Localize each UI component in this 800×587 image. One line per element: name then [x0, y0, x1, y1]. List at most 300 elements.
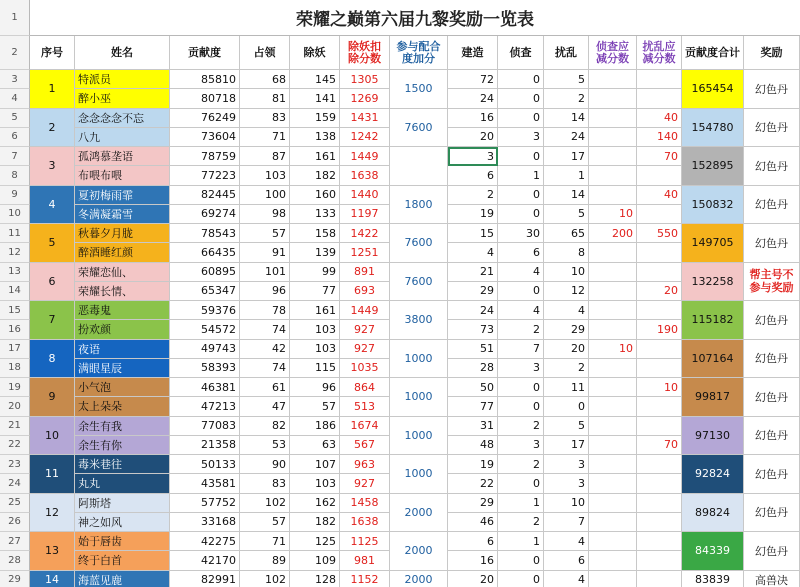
disrupt[interactable]: 6 [544, 551, 589, 570]
build[interactable]: 29 [448, 282, 498, 301]
demon-deduct[interactable]: 1125 [340, 532, 390, 551]
occupy[interactable]: 83 [240, 109, 290, 128]
row-number[interactable]: 21 [0, 417, 30, 436]
scout-deduct[interactable] [589, 243, 637, 262]
occupy[interactable]: 71 [240, 532, 290, 551]
assist-bonus[interactable] [390, 147, 448, 186]
disrupt-deduct[interactable] [637, 474, 682, 493]
demon-kills[interactable]: 109 [290, 551, 340, 570]
contribution-total[interactable]: 99817 [682, 378, 744, 417]
assist-bonus[interactable]: 1800 [390, 186, 448, 225]
disrupt-deduct[interactable]: 10 [637, 378, 682, 397]
disrupt[interactable]: 17 [544, 436, 589, 455]
row-number[interactable]: 16 [0, 320, 30, 339]
occupy[interactable]: 57 [240, 513, 290, 532]
build[interactable]: 16 [448, 551, 498, 570]
member-name[interactable]: 秋暮夕月胧 [75, 224, 170, 243]
contribution[interactable]: 43581 [170, 474, 240, 493]
header-scout_deduct[interactable]: 侦查应减分数 [589, 36, 637, 70]
contribution[interactable]: 85810 [170, 70, 240, 89]
row-number[interactable]: 2 [0, 36, 30, 70]
demon-deduct[interactable]: 1674 [340, 417, 390, 436]
disrupt-deduct[interactable]: 70 [637, 436, 682, 455]
contribution[interactable]: 42170 [170, 551, 240, 570]
assist-bonus[interactable]: 2000 [390, 571, 448, 587]
demon-deduct[interactable]: 1449 [340, 147, 390, 166]
demon-kills[interactable]: 161 [290, 301, 340, 320]
reward[interactable]: 高兽决 [744, 571, 800, 587]
contribution-total[interactable]: 92824 [682, 455, 744, 494]
disrupt[interactable]: 5 [544, 417, 589, 436]
disrupt-deduct[interactable] [637, 89, 682, 108]
disrupt-deduct[interactable] [637, 205, 682, 224]
assist-bonus[interactable]: 2000 [390, 494, 448, 533]
row-number[interactable]: 23 [0, 455, 30, 474]
group-seq[interactable]: 5 [30, 224, 75, 263]
row-number[interactable]: 7 [0, 147, 30, 166]
build[interactable]: 21 [448, 263, 498, 282]
occupy[interactable]: 74 [240, 359, 290, 378]
scout-deduct[interactable] [589, 263, 637, 282]
row-number[interactable]: 25 [0, 494, 30, 513]
contribution-total[interactable]: 107164 [682, 340, 744, 379]
member-name[interactable]: 醉酒睡红颜 [75, 243, 170, 262]
demon-deduct[interactable]: 927 [340, 340, 390, 359]
assist-bonus[interactable]: 1000 [390, 455, 448, 494]
demon-kills[interactable]: 133 [290, 205, 340, 224]
disrupt-deduct[interactable] [637, 263, 682, 282]
contribution[interactable]: 69274 [170, 205, 240, 224]
demon-kills[interactable]: 141 [290, 89, 340, 108]
row-number[interactable]: 19 [0, 378, 30, 397]
scout[interactable]: 2 [498, 513, 544, 532]
row-number[interactable]: 12 [0, 243, 30, 262]
group-seq[interactable]: 13 [30, 532, 75, 571]
row-number[interactable]: 4 [0, 89, 30, 108]
build[interactable]: 2 [448, 186, 498, 205]
member-name[interactable]: 荣耀长情、 [75, 282, 170, 301]
demon-deduct[interactable]: 1035 [340, 359, 390, 378]
contribution[interactable]: 80718 [170, 89, 240, 108]
disrupt[interactable]: 17 [544, 147, 589, 166]
group-seq[interactable]: 2 [30, 109, 75, 148]
header-reward[interactable]: 奖励 [744, 36, 800, 70]
member-name[interactable]: 恶毒鬼 [75, 301, 170, 320]
disrupt-deduct[interactable]: 40 [637, 109, 682, 128]
header-disrupt[interactable]: 扰乱 [544, 36, 589, 70]
build[interactable]: 51 [448, 340, 498, 359]
demon-deduct[interactable]: 891 [340, 263, 390, 282]
disrupt-deduct[interactable] [637, 571, 682, 587]
demon-deduct[interactable]: 1242 [340, 128, 390, 147]
occupy[interactable]: 101 [240, 263, 290, 282]
contribution-total[interactable]: 150832 [682, 186, 744, 225]
disrupt[interactable]: 5 [544, 70, 589, 89]
demon-kills[interactable]: 186 [290, 417, 340, 436]
scout[interactable]: 0 [498, 282, 544, 301]
contribution-total[interactable]: 152895 [682, 147, 744, 186]
scout[interactable]: 30 [498, 224, 544, 243]
scout[interactable]: 0 [498, 205, 544, 224]
disrupt[interactable]: 5 [544, 205, 589, 224]
contribution-total[interactable]: 115182 [682, 301, 744, 340]
disrupt-deduct[interactable]: 40 [637, 186, 682, 205]
disrupt-deduct[interactable] [637, 301, 682, 320]
contribution[interactable]: 60895 [170, 263, 240, 282]
member-name[interactable]: 满眼星辰 [75, 359, 170, 378]
header-disrupt_deduct[interactable]: 扰乱应减分数 [637, 36, 682, 70]
demon-kills[interactable]: 103 [290, 474, 340, 493]
contribution[interactable]: 47213 [170, 397, 240, 416]
header-contrib[interactable]: 贡献度 [170, 36, 240, 70]
demon-deduct[interactable]: 1305 [340, 70, 390, 89]
demon-kills[interactable]: 107 [290, 455, 340, 474]
demon-kills[interactable]: 77 [290, 282, 340, 301]
contribution[interactable]: 82445 [170, 186, 240, 205]
scout[interactable]: 1 [498, 166, 544, 185]
member-name[interactable]: 丸丸 [75, 474, 170, 493]
build[interactable]: 46 [448, 513, 498, 532]
assist-bonus[interactable]: 1000 [390, 378, 448, 417]
header-demon_deduct[interactable]: 除妖扣除分数 [340, 36, 390, 70]
build[interactable]: 19 [448, 455, 498, 474]
build[interactable]: 6 [448, 166, 498, 185]
demon-deduct[interactable]: 513 [340, 397, 390, 416]
scout-deduct[interactable] [589, 147, 637, 166]
scout[interactable]: 0 [498, 571, 544, 587]
disrupt-deduct[interactable] [637, 455, 682, 474]
contribution-total[interactable]: 154780 [682, 109, 744, 148]
scout-deduct[interactable] [589, 70, 637, 89]
scout-deduct[interactable]: 10 [589, 205, 637, 224]
member-name[interactable]: 神之如风 [75, 513, 170, 532]
member-name[interactable]: 毒米巷往 [75, 455, 170, 474]
row-number[interactable]: 10 [0, 205, 30, 224]
occupy[interactable]: 74 [240, 320, 290, 339]
contribution[interactable]: 57752 [170, 494, 240, 513]
disrupt-deduct[interactable]: 70 [637, 147, 682, 166]
demon-kills[interactable]: 158 [290, 224, 340, 243]
scout[interactable]: 0 [498, 89, 544, 108]
demon-deduct[interactable]: 1449 [340, 301, 390, 320]
scout[interactable]: 0 [498, 397, 544, 416]
build[interactable]: 48 [448, 436, 498, 455]
build[interactable]: 16 [448, 109, 498, 128]
reward[interactable]: 幻色丹 [744, 224, 800, 263]
header-demon[interactable]: 除妖 [290, 36, 340, 70]
contribution-total[interactable]: 84339 [682, 532, 744, 571]
scout-deduct[interactable] [589, 455, 637, 474]
assist-bonus[interactable]: 1000 [390, 417, 448, 456]
demon-deduct[interactable]: 1638 [340, 166, 390, 185]
row-number[interactable]: 15 [0, 301, 30, 320]
group-seq[interactable]: 7 [30, 301, 75, 340]
demon-deduct[interactable]: 1197 [340, 205, 390, 224]
scout-deduct[interactable] [589, 436, 637, 455]
disrupt[interactable]: 12 [544, 282, 589, 301]
row-number[interactable]: 3 [0, 70, 30, 89]
row-number[interactable]: 26 [0, 513, 30, 532]
occupy[interactable]: 42 [240, 340, 290, 359]
assist-bonus[interactable]: 3800 [390, 301, 448, 340]
disrupt[interactable]: 4 [544, 571, 589, 587]
contribution[interactable]: 82991 [170, 571, 240, 587]
header-name[interactable]: 姓名 [75, 36, 170, 70]
row-number[interactable]: 1 [0, 0, 30, 36]
scout[interactable]: 3 [498, 359, 544, 378]
contribution[interactable]: 73604 [170, 128, 240, 147]
scout-deduct[interactable] [589, 532, 637, 551]
contribution-total[interactable]: 97130 [682, 417, 744, 456]
occupy[interactable]: 71 [240, 128, 290, 147]
reward[interactable]: 幻色丹 [744, 417, 800, 456]
occupy[interactable]: 98 [240, 205, 290, 224]
demon-kills[interactable]: 115 [290, 359, 340, 378]
scout[interactable]: 0 [498, 70, 544, 89]
row-number[interactable]: 27 [0, 532, 30, 551]
disrupt[interactable]: 2 [544, 89, 589, 108]
group-seq[interactable]: 9 [30, 378, 75, 417]
scout[interactable]: 0 [498, 109, 544, 128]
demon-deduct[interactable]: 981 [340, 551, 390, 570]
scout-deduct[interactable] [589, 301, 637, 320]
group-seq[interactable]: 1 [30, 70, 75, 109]
disrupt-deduct[interactable]: 20 [637, 282, 682, 301]
member-name[interactable]: 终于白首 [75, 551, 170, 570]
build[interactable]: 22 [448, 474, 498, 493]
header-occupy[interactable]: 占领 [240, 36, 290, 70]
demon-deduct[interactable]: 1422 [340, 224, 390, 243]
demon-deduct[interactable]: 567 [340, 436, 390, 455]
disrupt[interactable]: 2 [544, 359, 589, 378]
demon-kills[interactable]: 96 [290, 378, 340, 397]
disrupt[interactable]: 1 [544, 166, 589, 185]
occupy[interactable]: 102 [240, 494, 290, 513]
reward[interactable]: 幻色丹 [744, 378, 800, 417]
scout-deduct[interactable] [589, 186, 637, 205]
disrupt[interactable]: 7 [544, 513, 589, 532]
scout-deduct[interactable] [589, 397, 637, 416]
contribution[interactable]: 49743 [170, 340, 240, 359]
contribution[interactable]: 50133 [170, 455, 240, 474]
demon-deduct[interactable]: 864 [340, 378, 390, 397]
member-name[interactable]: 冬满凝霜雪 [75, 205, 170, 224]
disrupt-deduct[interactable] [637, 532, 682, 551]
contribution-total[interactable]: 83839 [682, 571, 744, 587]
member-name[interactable]: 余生有我 [75, 417, 170, 436]
disrupt[interactable]: 24 [544, 128, 589, 147]
occupy[interactable]: 47 [240, 397, 290, 416]
disrupt-deduct[interactable] [637, 397, 682, 416]
build[interactable]: 29 [448, 494, 498, 513]
row-number[interactable]: 14 [0, 282, 30, 301]
disrupt[interactable]: 8 [544, 243, 589, 262]
assist-bonus[interactable]: 1000 [390, 340, 448, 379]
demon-deduct[interactable]: 1152 [340, 571, 390, 587]
row-number[interactable]: 20 [0, 397, 30, 416]
row-number[interactable]: 17 [0, 340, 30, 359]
contribution[interactable]: 76249 [170, 109, 240, 128]
contribution[interactable]: 33168 [170, 513, 240, 532]
build[interactable]: 31 [448, 417, 498, 436]
disrupt[interactable]: 14 [544, 109, 589, 128]
scout[interactable]: 7 [498, 340, 544, 359]
build[interactable]: 50 [448, 378, 498, 397]
occupy[interactable]: 91 [240, 243, 290, 262]
disrupt[interactable]: 14 [544, 186, 589, 205]
disrupt[interactable]: 3 [544, 455, 589, 474]
scout[interactable]: 0 [498, 147, 544, 166]
scout-deduct[interactable] [589, 551, 637, 570]
occupy[interactable]: 78 [240, 301, 290, 320]
demon-deduct[interactable]: 1269 [340, 89, 390, 108]
disrupt-deduct[interactable] [637, 494, 682, 513]
scout-deduct[interactable] [589, 320, 637, 339]
reward[interactable]: 幻色丹 [744, 455, 800, 494]
scout[interactable]: 0 [498, 551, 544, 570]
scout-deduct[interactable] [589, 571, 637, 587]
demon-kills[interactable]: 128 [290, 571, 340, 587]
row-number[interactable]: 28 [0, 551, 30, 570]
scout[interactable]: 4 [498, 301, 544, 320]
member-name[interactable]: 荣耀恋仙、 [75, 263, 170, 282]
contribution[interactable]: 54572 [170, 320, 240, 339]
scout-deduct[interactable]: 10 [589, 340, 637, 359]
disrupt-deduct[interactable]: 140 [637, 128, 682, 147]
group-seq[interactable]: 3 [30, 147, 75, 186]
row-number[interactable]: 5 [0, 109, 30, 128]
scout[interactable]: 4 [498, 263, 544, 282]
assist-bonus[interactable]: 7600 [390, 263, 448, 302]
occupy[interactable]: 82 [240, 417, 290, 436]
group-seq[interactable]: 11 [30, 455, 75, 494]
build[interactable]: 19 [448, 205, 498, 224]
occupy[interactable]: 53 [240, 436, 290, 455]
member-name[interactable]: 太上朵朵 [75, 397, 170, 416]
scout[interactable]: 2 [498, 417, 544, 436]
demon-kills[interactable]: 162 [290, 494, 340, 513]
occupy[interactable]: 81 [240, 89, 290, 108]
contribution[interactable]: 65347 [170, 282, 240, 301]
build[interactable]: 24 [448, 301, 498, 320]
scout-deduct[interactable] [589, 166, 637, 185]
scout-deduct[interactable] [589, 109, 637, 128]
scout-deduct[interactable] [589, 474, 637, 493]
occupy[interactable]: 100 [240, 186, 290, 205]
disrupt[interactable]: 11 [544, 378, 589, 397]
build[interactable]: 20 [448, 571, 498, 587]
scout[interactable]: 0 [498, 378, 544, 397]
disrupt[interactable]: 3 [544, 474, 589, 493]
row-number[interactable]: 8 [0, 166, 30, 185]
contribution[interactable]: 46381 [170, 378, 240, 397]
assist-bonus[interactable]: 2000 [390, 532, 448, 571]
demon-kills[interactable]: 138 [290, 128, 340, 147]
member-name[interactable]: 特派员 [75, 70, 170, 89]
member-name[interactable]: 醉小巫 [75, 89, 170, 108]
build[interactable]: 4 [448, 243, 498, 262]
disrupt-deduct[interactable] [637, 166, 682, 185]
scout[interactable]: 0 [498, 186, 544, 205]
group-seq[interactable]: 4 [30, 186, 75, 225]
member-name[interactable]: 海蓝见鹿 [75, 571, 170, 587]
scout[interactable]: 2 [498, 320, 544, 339]
demon-kills[interactable]: 161 [290, 147, 340, 166]
scout-deduct[interactable] [589, 359, 637, 378]
row-number[interactable]: 22 [0, 436, 30, 455]
occupy[interactable]: 103 [240, 166, 290, 185]
reward[interactable]: 幻色丹 [744, 532, 800, 571]
contribution[interactable]: 77223 [170, 166, 240, 185]
reward[interactable]: 幻色丹 [744, 147, 800, 186]
member-name[interactable]: 扮欢颜 [75, 320, 170, 339]
disrupt[interactable]: 10 [544, 263, 589, 282]
reward[interactable]: 帮主号不参与奖励 [744, 263, 800, 302]
demon-deduct[interactable]: 927 [340, 474, 390, 493]
demon-deduct[interactable]: 963 [340, 455, 390, 474]
row-number[interactable]: 6 [0, 128, 30, 147]
contribution[interactable]: 59376 [170, 301, 240, 320]
disrupt[interactable]: 29 [544, 320, 589, 339]
occupy[interactable]: 57 [240, 224, 290, 243]
member-name[interactable]: 夏初梅雨霏 [75, 186, 170, 205]
disrupt-deduct[interactable] [637, 513, 682, 532]
disrupt-deduct[interactable] [637, 70, 682, 89]
occupy[interactable]: 96 [240, 282, 290, 301]
occupy[interactable]: 61 [240, 378, 290, 397]
scout-deduct[interactable] [589, 282, 637, 301]
member-name[interactable]: 孤鸿慕垄语 [75, 147, 170, 166]
row-number[interactable]: 11 [0, 224, 30, 243]
build[interactable]: 77 [448, 397, 498, 416]
header-build[interactable]: 建造 [448, 36, 498, 70]
disrupt[interactable]: 65 [544, 224, 589, 243]
demon-deduct[interactable]: 1251 [340, 243, 390, 262]
occupy[interactable]: 102 [240, 571, 290, 587]
disrupt[interactable]: 4 [544, 532, 589, 551]
member-name[interactable]: 小气泡 [75, 378, 170, 397]
build[interactable]: 3 [448, 147, 498, 166]
demon-deduct[interactable]: 1638 [340, 513, 390, 532]
occupy[interactable]: 87 [240, 147, 290, 166]
disrupt-deduct[interactable] [637, 417, 682, 436]
disrupt-deduct[interactable] [637, 359, 682, 378]
build[interactable]: 73 [448, 320, 498, 339]
disrupt-deduct[interactable]: 550 [637, 224, 682, 243]
assist-bonus[interactable]: 7600 [390, 109, 448, 148]
member-name[interactable]: 始于唇齿 [75, 532, 170, 551]
group-seq[interactable]: 12 [30, 494, 75, 533]
assist-bonus[interactable]: 1500 [390, 70, 448, 109]
header-seq[interactable]: 序号 [30, 36, 75, 70]
demon-kills[interactable]: 125 [290, 532, 340, 551]
row-number[interactable]: 13 [0, 263, 30, 282]
row-number[interactable]: 18 [0, 359, 30, 378]
demon-deduct[interactable]: 1458 [340, 494, 390, 513]
occupy[interactable]: 68 [240, 70, 290, 89]
member-name[interactable]: 念念念念不忘 [75, 109, 170, 128]
demon-kills[interactable]: 160 [290, 186, 340, 205]
row-number[interactable]: 29 [0, 571, 30, 587]
demon-deduct[interactable]: 693 [340, 282, 390, 301]
disrupt-deduct[interactable] [637, 243, 682, 262]
demon-deduct[interactable]: 927 [340, 320, 390, 339]
demon-kills[interactable]: 182 [290, 166, 340, 185]
disrupt[interactable]: 4 [544, 301, 589, 320]
scout[interactable]: 3 [498, 436, 544, 455]
contribution[interactable]: 66435 [170, 243, 240, 262]
scout-deduct[interactable]: 200 [589, 224, 637, 243]
